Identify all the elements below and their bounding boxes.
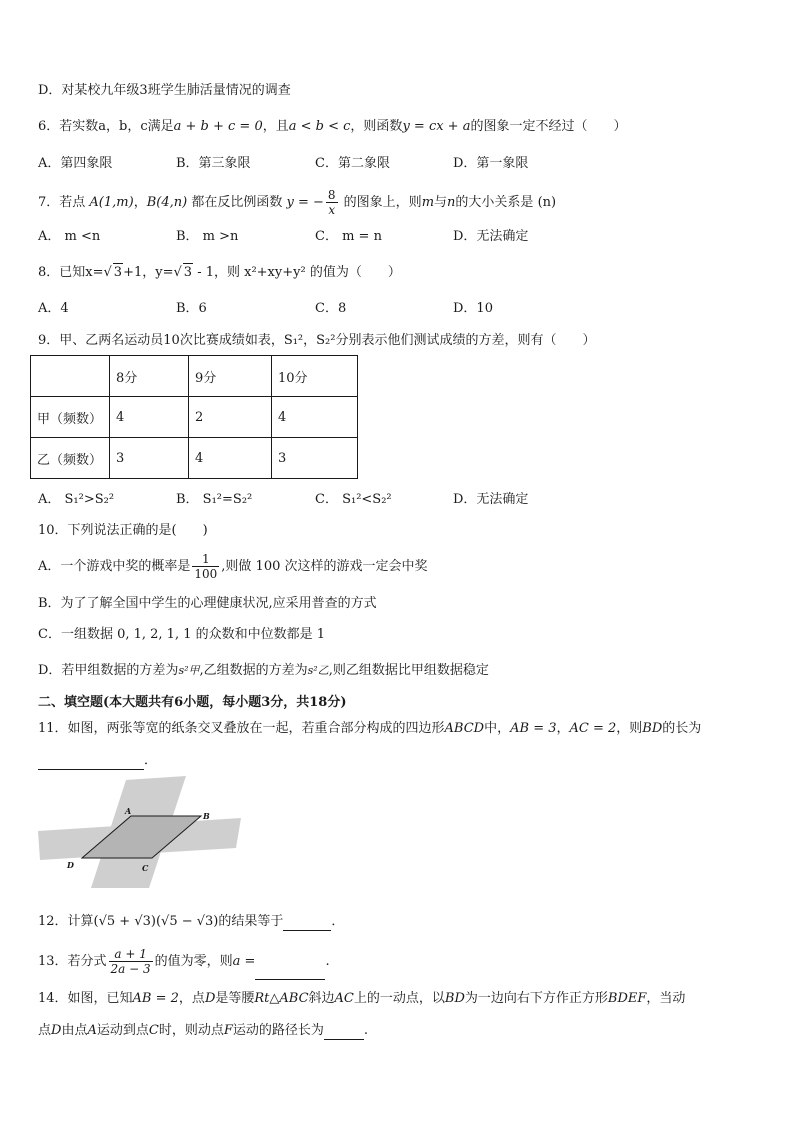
q13-prefix: 13．若分式 [38,954,107,969]
q9-option-c: C． S₁²<S₂² [315,492,392,507]
q7-prefix: 7．若点 [38,195,86,210]
table-cell: 4 [189,438,272,479]
q6-prefix: 6．若实数a，b，c满足 [38,119,174,134]
q10-optd-s1: s²甲 [178,664,200,677]
q14-bd: BD [444,991,465,1006]
q12-prefix: 12．计算 [38,914,94,929]
q8-sqrt2-sign: √ [173,265,182,280]
q7-point-b: B(4,n) [146,195,188,210]
q13-num: a + 1 [109,947,153,962]
q7-answer-box: (n) [537,195,557,210]
q8-option-c: C．8 [315,301,347,316]
table-cell: 甲（频数） [31,397,110,438]
q7-suffix2: 的大小关系是 [455,195,534,210]
q8-sqrt1-sign: √ [103,265,112,280]
table-cell: 3 [272,438,358,479]
q14-line1 [38,990,685,1008]
q10-stem: 10．下列说法正确的是( ) [38,523,208,538]
q10-optd-mid: ,乙组数据的方差为 [199,663,308,678]
q11-stem4: 的长为 [662,721,702,736]
q14-l1-pre: 14．如图，已知 [38,991,133,1006]
table-cell: 2 [189,397,272,438]
q14-l2-mid3: 时，则动点 [158,1023,224,1038]
q14-l1-mid4: 上的一动点，以 [353,991,445,1006]
q11-stem [38,720,701,738]
q6-option-a: A．第四象限 [38,156,113,171]
q8-option-d: D．10 [453,301,493,316]
table-header-cell: 10分 [272,356,358,397]
q7-point-a: A(1,m) [89,195,134,210]
q7-suffix1: 的图象上，则 [343,195,422,210]
label-c: C [142,863,149,873]
q6-option-b: B．第三象限 [176,156,251,171]
q14-l1-mid2: 是等腰 [215,991,255,1006]
q13-var: a = [232,954,256,969]
q7-frac-den: x [328,203,336,217]
q14-l1-end: ，当动 [646,991,686,1006]
q13-mid: 的值为零，则 [154,954,233,969]
q6-option-d: D．第一象限 [453,156,529,171]
q13-fraction [109,947,153,976]
q7-sep: ， [133,195,147,210]
q8-prefix: 8．已知x= [38,265,104,280]
q11-end: ． [144,753,158,768]
q11-quad: ABCD [444,721,485,736]
q14-f: F [223,1023,233,1038]
q10-option-c: C．一组数据 0, 1, 2, 1, 1 的众数和中位数都是 1 [38,627,326,642]
q9-option-d: D．无法确定 [453,492,529,507]
q10-opta-post: ,则做 100 次这样的游戏一定会中奖 [221,559,428,574]
q10-optd-post: ,则乙组数据比甲组数据稳定 [328,663,489,678]
table-cell: 4 [272,397,358,438]
q14-end: . [363,1023,369,1038]
q12-end: ． [331,914,345,929]
q11-ab: AB = 3 [510,721,557,736]
table-header-cell: 8分 [110,356,189,397]
q8-option-b: B．6 [176,301,207,316]
q9-option-a: A． S₁²>S₂² [38,492,115,507]
q12-answer-blank [283,916,331,931]
q12-expr: (√5 + √3)(√5 − √3) [93,914,219,929]
label-b: B [203,811,210,821]
q11-sep: ， [556,721,570,736]
q10-optd-s2: s²乙 [307,664,329,677]
q6-option-c: C．第二象限 [315,156,390,171]
q9-stem: 9．甲、乙两名运动员10次比赛成绩如表，S₁²，S₂²分别表示他们测试成绩的方差，则有（ ） [38,333,596,348]
q9-option-b: B． S₁²=S₂² [176,492,253,507]
q6-mid2: ，则函数 [350,119,403,134]
q14-l2-mid: 由点 [61,1023,88,1038]
q14-l1-mid: ，点 [178,991,205,1006]
q6-suffix: 的图象一定不经过（ ） [470,119,627,134]
q10-opta-pre: A．一个游戏中奖的概率是 [38,559,191,574]
q11-answer-blank [38,755,144,770]
q13-den: 2a − 3 [110,962,151,976]
q10-opta-fraction [192,552,219,581]
q7-mid: 都在反比例函数 [191,195,283,210]
table-header-cell [31,356,110,397]
q6-mid1: ，且 [262,119,289,134]
table-row [31,438,358,479]
q11-answer-line [38,752,157,770]
q11-stem3: ，则 [616,721,643,736]
q14-d: D [204,991,216,1006]
q10-opta-num: 1 [192,552,219,567]
q8-sqrt2: 3 [183,265,193,280]
q14-ab: AB = 2 [132,991,179,1006]
q5-option-d: D．对某校九年级3班学生肺活量情况的调查 [38,83,291,98]
q13-end: . [325,954,330,969]
q6-cond1: a + b + c = 0 [173,119,263,134]
table-cell: 乙（频数） [31,438,110,479]
table-row [31,397,358,438]
table-header-cell: 9分 [189,356,272,397]
q7-mid2: 与 [434,195,448,210]
table-cell: 4 [110,397,189,438]
q14-d2: D [51,1023,62,1038]
q7-option-c: C． m = n [315,229,382,244]
q13-stem [38,944,330,980]
q10-option-b: B．为了了解全国中学生的心理健康状况,应采用普查的方式 [38,596,377,611]
q8-option-a: A．4 [38,301,69,316]
q10-opta-den: 100 [194,567,218,581]
q14-a: A [87,1023,97,1038]
q7-option-a: A． m <n [38,229,101,244]
q8-part3: - 1，则 x²+xy+y² 的值为（ ） [193,265,401,280]
q14-l2-end: 运动的路径长为 [232,1023,324,1038]
q14-ac: AC [334,991,354,1006]
q8-part2: +1，y= [123,265,174,280]
label-a: A [125,806,132,816]
q11-stem1: 11．如图，两张等宽的纸条交叉叠放在一起，若重合部分构成的四边形 [38,721,445,736]
q14-answer-blank [324,1025,364,1040]
q14-l1-mid3: 斜边 [308,991,335,1006]
q11-figure [36,776,241,888]
q14-l2-pre: 点 [38,1023,52,1038]
q11-bd: BD [642,721,663,736]
q14-sq: BDEF [607,991,647,1006]
q7-var-n: n [447,195,456,210]
q10-optd-pre: D．若甲组数据的方差为 [38,663,179,678]
q7-stem [38,188,556,218]
q14-c: C [148,1023,159,1038]
q10-option-d [38,662,489,680]
q9-frequency-table [30,355,358,479]
q7-option-d: D．无法确定 [453,229,529,244]
q7-frac-num: 8 [327,188,336,202]
table-cell: 3 [110,438,189,479]
q6-func: y = cx + a [402,119,471,134]
q14-l2-mid2: 运动到点 [96,1023,149,1038]
q14-line2 [38,1022,368,1040]
q6-cond2: a < b < c [288,119,351,134]
q13-answer-blank [255,965,325,980]
q11-ac: AC = 2 [569,721,617,736]
q8-sqrt1: 3 [113,265,123,280]
q6-stem [38,118,626,136]
q11-stem2: 中， [484,721,511,736]
q10-option-a [38,550,428,584]
q7-fraction [326,188,338,217]
q7-var-m: m [421,195,435,210]
q12-suffix: 的结果等于 [218,914,284,929]
q7-func-lhs: y = − [286,195,324,210]
table-header-row [31,356,358,397]
q12-stem [38,913,344,931]
label-d: D [67,860,74,870]
q14-l1-mid5: 为一边向右下方作正方形 [464,991,608,1006]
q7-option-b: B． m >n [176,229,239,244]
q14-tri: Rt△ABC [254,991,309,1006]
q8-stem [38,263,401,282]
section-title: 二、填空题(本大题共有6小题，每小题3分，共18分) [38,695,347,710]
